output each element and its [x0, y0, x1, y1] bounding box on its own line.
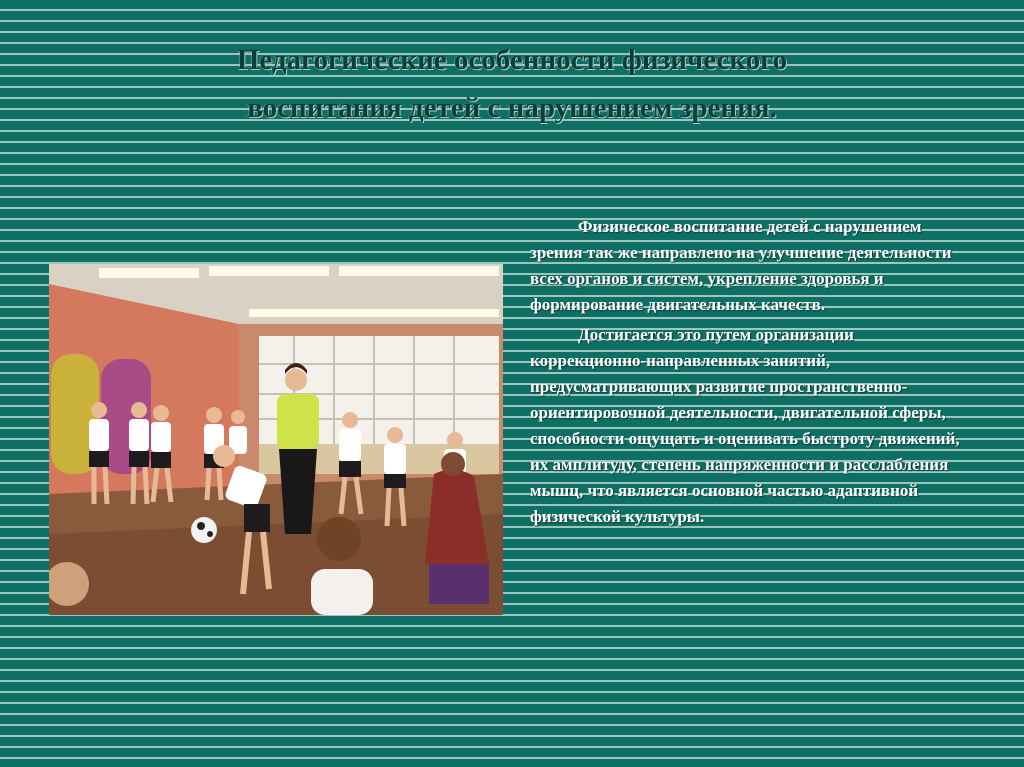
slide-title-line-1: Педагогические особенности физического	[236, 44, 788, 76]
slide-body	[530, 214, 970, 530]
slide-title	[70, 36, 954, 132]
body-paragraph-2: Достигается это путем организации коррекционно-направленных занятий, предусматривающих развитие пространственно-ориентировочной деятельности, двигательной сферы, способности ощущать и оценивать быстроту движений, их амплитуду, степень напряженности и расслабления мышц, что является основной частью адаптивной физической культуры.	[530, 325, 960, 526]
slide-title-line-2: воспитания детей с нарушением зрения.	[247, 92, 777, 124]
gym-class-photo	[49, 264, 503, 615]
body-paragraph-1: Физическое воспитание детей с нарушением зрения так же направлено на улучшение деятельности всех органов и систем, укрепление здоровья и формирование двигательных качеств.	[530, 217, 952, 314]
